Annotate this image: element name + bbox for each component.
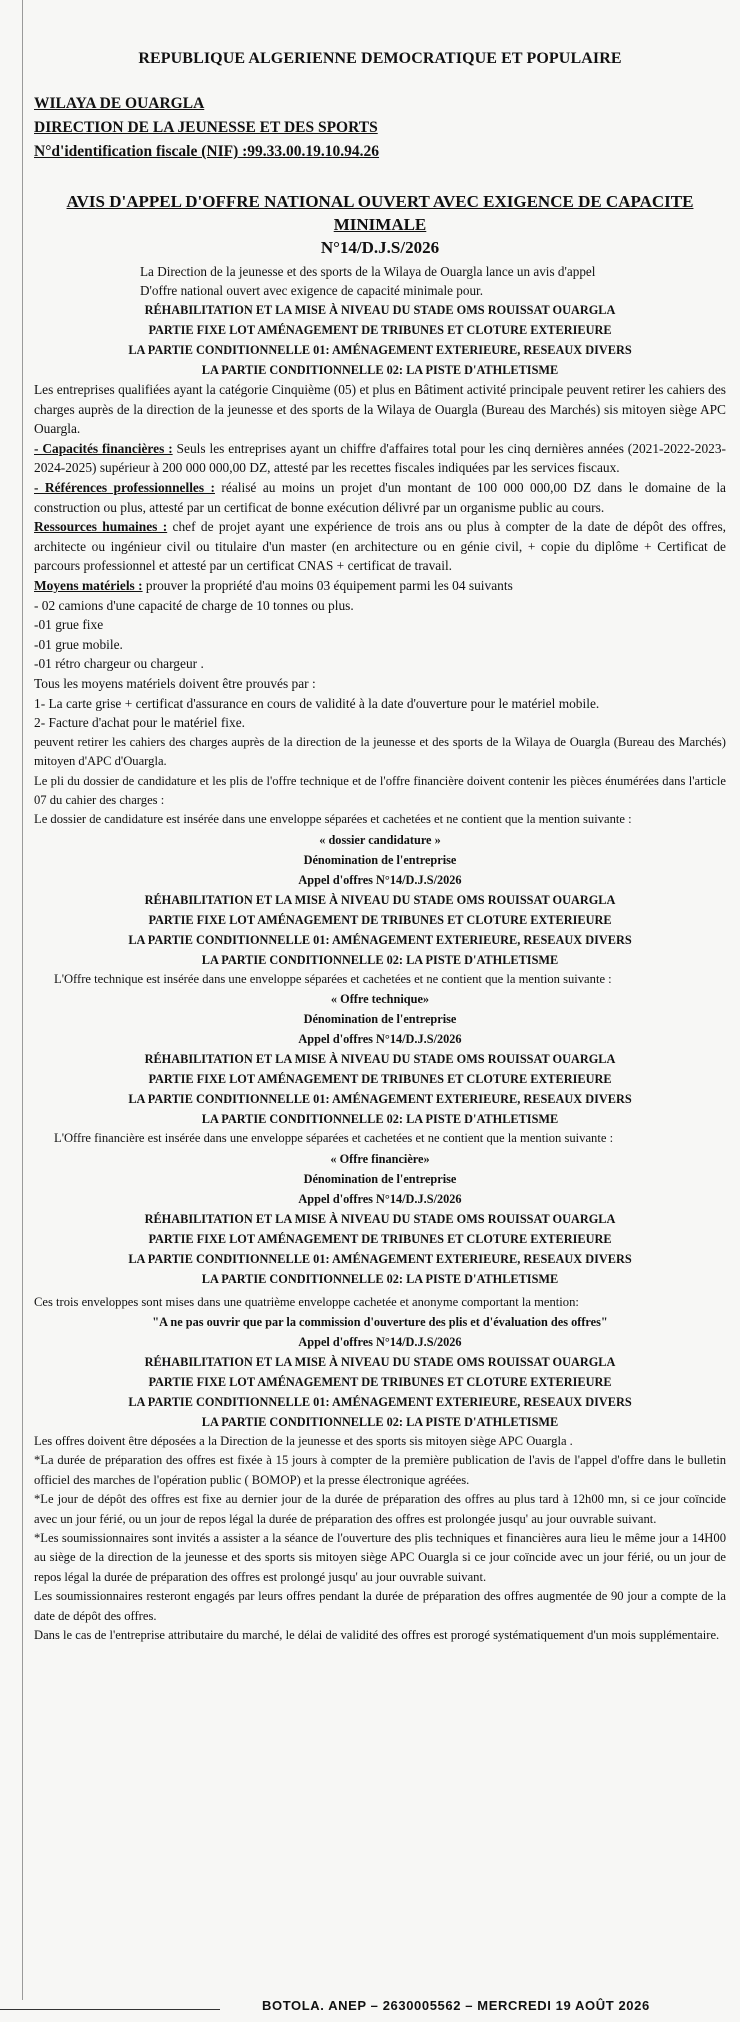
project-line: RÉHABILITATION ET LA MISE À NIVEAU DU STADE OMS ROUISSAT OUARGLA bbox=[144, 303, 616, 317]
project-line: RÉHABILITATION ET LA MISE À NIVEAU DU STADE OMS ROUISSAT OUARGLA bbox=[144, 1052, 616, 1067]
project-line: LA PARTIE CONDITIONNELLE 02: LA PISTE D'ATHLETISME bbox=[201, 952, 559, 967]
project-line: PARTIE FIXE LOT AMÉNAGEMENT DE TRIBUNES ET CLOTURE EXTERIEURE bbox=[148, 1374, 612, 1389]
notice-title bbox=[34, 190, 726, 236]
equipment-proof-1: 1- La carte grise + certificat d'assurance en cours de validité à la date d'ouverture pour le matériel mobile. bbox=[34, 695, 600, 711]
notice-title-line1: AVIS D'APPEL D'OFFRE NATIONAL OUVERT AVEC EXIGENCE DE CAPACITE bbox=[66, 192, 694, 211]
technique-mention: « Offre technique» bbox=[330, 992, 430, 1007]
denomination-line: Dénomination de l'entreprise bbox=[303, 1171, 457, 1186]
attributaire-paragraph: Dans le cas de l'entreprise attributaire du marché, le délai de validité des offres est prorogé systématiquement d'un mois supplémentaire. bbox=[34, 1628, 720, 1642]
closing-block bbox=[34, 1432, 726, 1645]
equipment-item: -01 grue fixe bbox=[34, 617, 104, 633]
project-line: RÉHABILITATION ET LA MISE À NIVEAU DU STADE OMS ROUISSAT OUARGLA bbox=[144, 1354, 616, 1369]
technique-mention-block bbox=[34, 989, 726, 1129]
pli-paragraph: Le pli du dossier de candidature et les plis de l'offre technique et de l'offre financière doivent contenir les pièces énumérées dans l'article 07 du cahier des charges : bbox=[34, 773, 726, 807]
financial-capacity-text: Seuls les entreprises ayant un chiffre d'affaires total pour les cinq dernières années (2021-2022-2023-2024-2025) supérieur à 200 000 000,00 DZ, attesté par les recettes fiscales indiquées par les services fiscaux. bbox=[34, 440, 726, 476]
project-line: LA PARTIE CONDITIONNELLE 01: AMÉNAGEMENT EXTERIEURE, RESEAUX DIVERS bbox=[128, 343, 632, 357]
project-line: LA PARTIE CONDITIONNELLE 01: AMÉNAGEMENT EXTERIEURE, RESEAUX DIVERS bbox=[128, 1394, 632, 1409]
equipment-item: -01 grue mobile. bbox=[34, 636, 123, 652]
eligibility-paragraph: Les entreprises qualifiées ayant la catégorie Cinquième (05) et plus en Bâtiment activité principale peuvent retirer les cahiers des charges auprès de la direction de la jeunesse et des sports de la Wilaya de Ouargla (Bureau des Marchés) sis mitoyen siège APC Ouargla. bbox=[34, 382, 726, 437]
project-line: LA PARTIE CONDITIONNELLE 02: LA PISTE D'ATHLETISME bbox=[201, 1271, 559, 1286]
seance-paragraph: *Les soumissionnaires sont invités a assister a la séance de l'ouverture des plis techniques et financières aura lieu le même jour a 14H00 au siège de la direction de la jeunesse et des sports sis mitoyen siège APC Ouargla si ce jour coïncide avec un jour férié, ou un jour de repos légal la durée de préparation des offres est prolongé jusqu' au jour ouvrable suivant. bbox=[34, 1530, 726, 1584]
dossier-mention-block bbox=[34, 830, 726, 970]
jour-depot-paragraph: *Le jour de dépôt des offres est fixe au dernier jour de la durée de préparation des offres au plus tard à 12h00 mn, si ce jour coïncide avec un jour férié, ou un jour de repos légal la durée de préparation des offres est prolongée jusqu' au jour ouvrable suivant. bbox=[34, 1492, 726, 1526]
financial-capacity-paragraph bbox=[34, 439, 726, 478]
equipment-item: - 02 camions d'une capacité de charge de 10 tonnes ou plus. bbox=[34, 597, 354, 613]
enveloppes-mention-block bbox=[34, 1312, 726, 1432]
denomination-line: Dénomination de l'entreprise bbox=[303, 852, 457, 867]
notice-title-line2: MINIMALE bbox=[333, 215, 427, 234]
intro-line1: La Direction de la jeunesse et des sports de la Wilaya de Ouargla lance un avis d'appel bbox=[140, 264, 596, 279]
project-line: LA PARTIE CONDITIONNELLE 02: LA PISTE D'ATHLETISME bbox=[201, 1414, 559, 1429]
engages-paragraph: Les soumissionnaires resteront engagés par leurs offres pendant la durée de préparation des offres augmentée de 90 jour a compte de la date de dépôt des offres. bbox=[34, 1589, 726, 1623]
human-resources-paragraph bbox=[34, 517, 726, 576]
project-line: LA PARTIE CONDITIONNELLE 01: AMÉNAGEMENT EXTERIEURE, RESEAUX DIVERS bbox=[128, 1251, 632, 1266]
equipment-item: -01 rétro chargeur ou chargeur . bbox=[34, 656, 204, 672]
wilaya-line: WILAYA DE OUARGLA bbox=[34, 95, 205, 112]
duree-paragraph: *La durée de préparation des offres est fixée à 15 jours à compter de la première publication de l'avis de l'appel d'offre dans le bulletin officiel des marches de l'opération public ( BOMOP) et la presse électronique agréées. bbox=[34, 1453, 726, 1487]
republic-heading: REPUBLIQUE ALGERIENNE DEMOCRATIQUE ET POPULAIRE bbox=[138, 50, 622, 67]
human-resources-label: Ressources humaines : bbox=[34, 519, 168, 535]
notice-number: N°14/D.J.S/2026 bbox=[320, 238, 440, 257]
financial-capacity-label: - Capacités financières : bbox=[34, 440, 173, 456]
appel-line: Appel d'offres N°14/D.J.S/2026 bbox=[298, 1032, 462, 1047]
direction-line: DIRECTION DE LA JEUNESSE ET DES SPORTS bbox=[34, 119, 378, 136]
page-border bbox=[22, 0, 23, 2000]
project-line: PARTIE FIXE LOT AMÉNAGEMENT DE TRIBUNES ET CLOTURE EXTERIEURE bbox=[148, 912, 612, 927]
footer-rule bbox=[0, 2009, 220, 2010]
project-line: PARTIE FIXE LOT AMÉNAGEMENT DE TRIBUNES ET CLOTURE EXTERIEURE bbox=[148, 1231, 612, 1246]
appel-line: Appel d'offres N°14/D.J.S/2026 bbox=[298, 1334, 462, 1349]
references-text: réalisé au moins un projet d'un montant de 100 000 000,00 DZ dans le domaine de la construction ou plus, attesté par un certificat de bonne exécution délivré par un organisme public au cours. bbox=[34, 479, 726, 515]
financiere-intro: L'Offre financière est insérée dans une enveloppe séparées et cachetées et ne contient que la mention suivante : bbox=[54, 1131, 614, 1146]
project-line: LA PARTIE CONDITIONNELLE 01: AMÉNAGEMENT EXTERIEURE, RESEAUX DIVERS bbox=[128, 932, 632, 947]
references-paragraph bbox=[34, 478, 726, 517]
project-line: PARTIE FIXE LOT AMÉNAGEMENT DE TRIBUNES ET CLOTURE EXTERIEURE bbox=[148, 323, 612, 337]
footer bbox=[0, 1998, 740, 2020]
retrieval-paragraph: peuvent retirer les cahiers des charges auprès de la direction de la jeunesse et des sports de la Wilaya de Ouargla (Bureau des Marchés) mitoyen d'APC d'Ouargla. bbox=[34, 734, 726, 769]
dossier-intro: Le dossier de candidature est insérée dans une enveloppe séparées et cachetées et ne contient que la mention suivante : bbox=[34, 812, 632, 827]
depot-paragraph: Les offres doivent être déposées a la Direction de la jeunesse et des sports sis mitoyen siège APC Ouargla . bbox=[34, 1433, 573, 1448]
footer-text: BOTOLA. ANEP – 2630005562 – MERCREDI 19 AOÛT 2026 bbox=[262, 1998, 650, 2013]
project-block-1 bbox=[34, 300, 726, 380]
project-line: LA PARTIE CONDITIONNELLE 02: LA PISTE D'ATHLETISME bbox=[201, 363, 559, 377]
equipment-proof-intro: Tous les moyens matériels doivent être prouvés par : bbox=[34, 675, 316, 691]
project-line: LA PARTIE CONDITIONNELLE 02: LA PISTE D'ATHLETISME bbox=[201, 1112, 559, 1127]
equipment-text: prouver la propriété d'au moins 03 équipement parmi les 04 suivants bbox=[142, 577, 513, 593]
nif-line: N°d'identification fiscale (NIF) :99.33.00.19.10.94.26 bbox=[34, 143, 380, 160]
issuer-block bbox=[34, 92, 726, 164]
project-line: RÉHABILITATION ET LA MISE À NIVEAU DU STADE OMS ROUISSAT OUARGLA bbox=[144, 1211, 616, 1226]
appel-line: Appel d'offres N°14/D.J.S/2026 bbox=[298, 872, 462, 887]
financiere-mention-block bbox=[34, 1149, 726, 1289]
appel-line: Appel d'offres N°14/D.J.S/2026 bbox=[298, 1191, 462, 1206]
denomination-line: Dénomination de l'entreprise bbox=[303, 1012, 457, 1027]
intro-line2: D'offre national ouvert avec exigence de capacité minimale pour. bbox=[140, 283, 484, 298]
human-resources-text: chef de projet ayant une expérience de trois ans ou plus à compter de la date de dépôt des offres, architecte ou ingénieur civil ou titulaire d'un master (en architecture ou en génie civil, + copie du diplôme + Certificat de parcours professionnel et attesté par un certificat CNAS + certificat de travail. bbox=[34, 519, 726, 574]
equipment-paragraph bbox=[34, 576, 726, 596]
technique-intro: L'Offre technique est insérée dans une enveloppe séparées et cachetées et ne contient que la mention suivante : bbox=[54, 971, 612, 986]
project-line: LA PARTIE CONDITIONNELLE 01: AMÉNAGEMENT EXTERIEURE, RESEAUX DIVERS bbox=[128, 1092, 632, 1107]
notice-body bbox=[34, 380, 726, 830]
intro-text bbox=[34, 262, 726, 300]
equipment-proof-2: 2- Facture d'achat pour le matériel fixe. bbox=[34, 715, 245, 731]
equipment-label: Moyens matériels : bbox=[34, 577, 143, 593]
references-label: - Références professionnelles : bbox=[34, 479, 215, 495]
dossier-mention: « dossier candidature » bbox=[319, 832, 441, 847]
enveloppes-intro: Ces trois enveloppes sont mises dans une quatrième enveloppe cachetée et anonyme comportant la mention: bbox=[34, 1294, 579, 1309]
project-line: PARTIE FIXE LOT AMÉNAGEMENT DE TRIBUNES ET CLOTURE EXTERIEURE bbox=[148, 1072, 612, 1087]
project-line: RÉHABILITATION ET LA MISE À NIVEAU DU STADE OMS ROUISSAT OUARGLA bbox=[144, 892, 616, 907]
financiere-mention: « Offre financière» bbox=[330, 1151, 430, 1166]
enveloppes-mention: "A ne pas ouvrir que par la commission d'ouverture des plis et d'évaluation des offres" bbox=[152, 1314, 608, 1329]
